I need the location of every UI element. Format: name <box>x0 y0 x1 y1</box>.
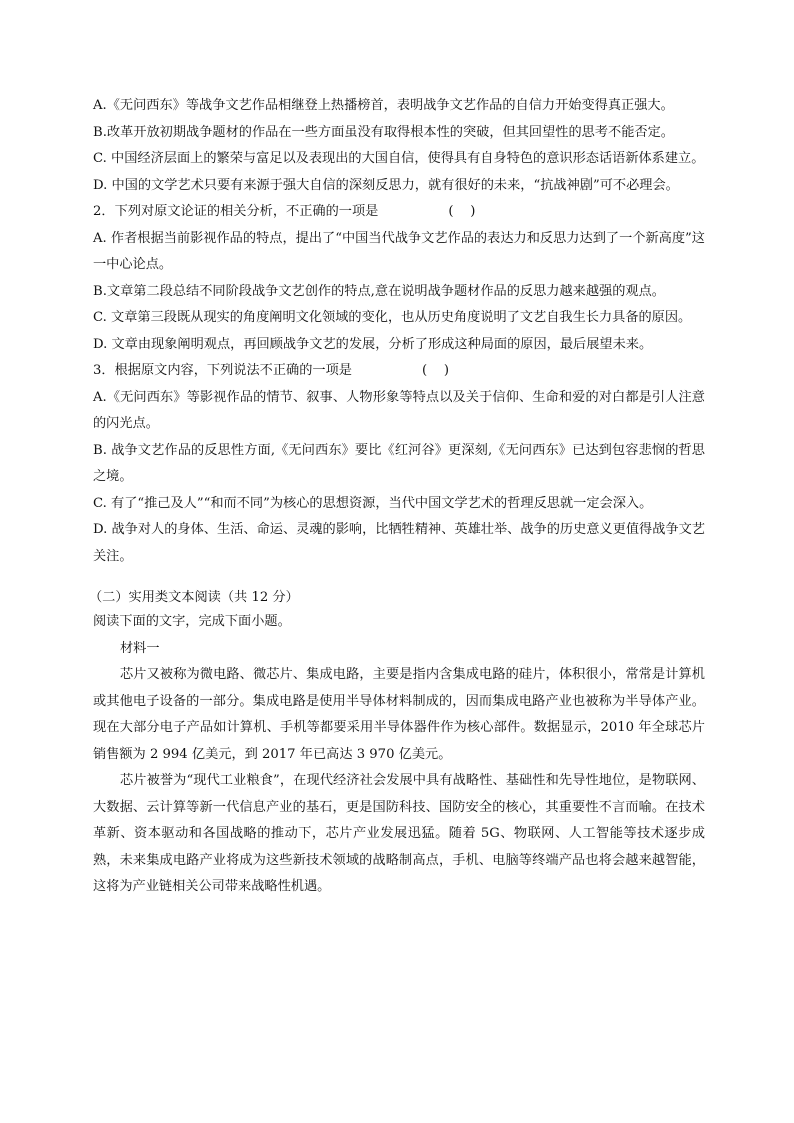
q2-option-a: A. 作者根据当前影视作品的特点，提出了“中国当代战争文艺作品的表达力和反思力达到了一个新高度”这一中心论点。 <box>93 230 705 272</box>
material-label: 材料一 <box>120 640 160 656</box>
q2-answer-paren: ( ) <box>448 204 476 219</box>
q3-stem-line <box>93 358 705 385</box>
document-page <box>89 93 705 901</box>
section-spacer <box>93 570 705 587</box>
q2-option-c: C. 文章第三段既从现实的角度阐明文化领域的变化，也从历史角度说明了文艺自我生长力具备的原因。 <box>93 310 692 325</box>
q2-option-b: B.文章第二段总结不同阶段战争文艺创作的特点,意在说明战争题材作品的反思力越来越强的观点。 <box>93 283 665 299</box>
q3-answer-paren: ( ) <box>421 363 450 378</box>
q3-option-d: D. 战争对人的身体、生活、命运、灵魂的影响，比牺牲精神、英雄壮举、战争的历史意义更值得战争文艺关注。 <box>93 522 705 564</box>
q1-option-c: C. 中国经济层面上的繁荣与富足以及表现出的大国自信，使得具有自身特色的意识形态话语新体系建立。 <box>93 151 705 166</box>
section-heading: （二）实用类文本阅读（共 12 分） <box>89 590 299 605</box>
q2-stem: 2．下列对原文论证的相关分析，不正确的一项是 <box>93 204 379 219</box>
q3-option-c: C. 有了“推己及人”“和而不同”为核心的思想资源，当代中国文学艺术的哲理反思就一定会深入。 <box>93 495 653 511</box>
material-paragraph: 芯片又被称为微电路、微芯片、集成电路，主要是指内含集成电路的硅片，体积很小，常常是计算机或其他电子设备的一部分。集成电路是使用半导体材料制成的，因而集成电路产业也被称为半导体产业。现在大部分电子产品如计算机、手机等都要采用半导体器件作为核心部件。数据显示，2010 年全球芯片销售额为 2 994 亿美元，到 2017 年已高达 3 970 亿美元。 <box>93 667 705 762</box>
q2-option-d: D. 文章由现象阐明观点，再回顾战争文艺的发展，分析了形成这种局面的原因，最后展望未来。 <box>93 336 653 352</box>
q3-option-b: B. 战争文艺作品的反思性方面,《无问西东》要比《红河谷》更深刻,《无问西东》已达到包容悲悯的哲思之境。 <box>93 442 705 484</box>
section-instruction: 阅读下面的文字，完成下面小题。 <box>93 614 291 629</box>
material-paragraph: 芯片被誉为“现代工业粮食”，在现代经济社会发展中具有战略性、基础性和先导性地位，是物联网、大数据、云计算等新一代信息产业的基石，更是国防科技、国防安全的核心，其重要性不言而喻。在技术革新、资本驱动和各国战略的推动下，芯片产业发展迅猛。随着 5G、物联网、人工智能等技术逐步成熟，未来集成电路产业将成为这些新技术领域的战略制高点，手机、电脑等终端产品也将会越来越智能，这将为产业链相关公司带来战略性机遇。 <box>93 773 705 894</box>
q1-option-b: B.改革开放初期战争题材的作品在一些方面虽没有取得根本性的突破，但其回望性的思考不能否定。 <box>93 124 674 140</box>
q1-option-a: A.《无问西东》等战争文艺作品相继登上热播榜首，表明战争文艺作品的自信力开始变得真正强大。 <box>93 98 674 113</box>
q1-option-d: D. 中国的文学艺术只要有来源于强大自信的深刻反思力，就有很好的未来，“抗战神剧”可不必理会。 <box>93 177 679 193</box>
q2-stem-line <box>93 199 705 226</box>
q3-option-a: A.《无问西东》等影视作品的情节、叙事、人物形象等特点以及关于信仰、生命和爱的对白都是引人注意的闪光点。 <box>93 389 705 431</box>
q3-stem: 3．根据原文内容，下列说法不正确的一项是 <box>93 363 352 378</box>
